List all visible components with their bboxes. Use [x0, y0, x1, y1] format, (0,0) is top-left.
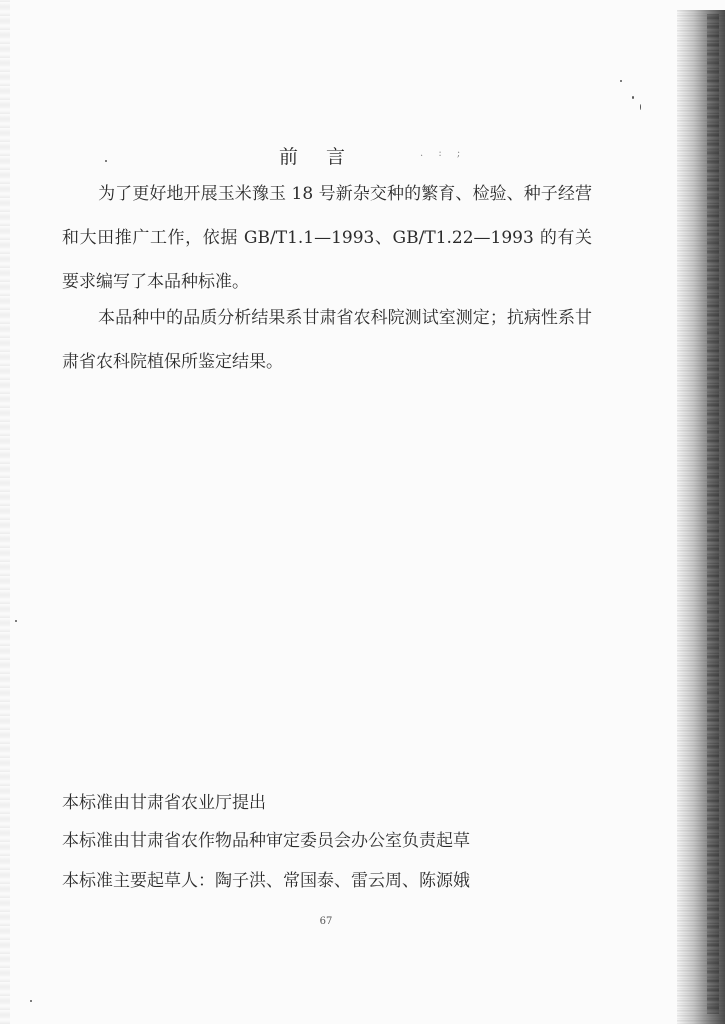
binding-edge-dark-strip — [707, 14, 719, 1014]
footer-proposed-by: 本标准由甘肃省农业厅提出 — [62, 793, 266, 813]
scan-speck — [620, 80, 622, 82]
scan-speck — [632, 96, 634, 99]
scan-speck — [640, 104, 641, 110]
footer-drafted-by: 本标准由甘肃省农作物品种审定委员会办公室负责起草 — [62, 831, 470, 851]
paragraph-1-text: 为了更好地开展玉米豫玉 18 号新杂交种的繁育、检验、种子经营和大田推广工作，依据 GB/T1.1—1993、GB/T1.22—1993 的有关要求编写了本品种标准。 — [62, 184, 592, 292]
scan-noise-marks: . : ; — [420, 148, 467, 159]
paragraph-1 — [62, 172, 592, 304]
scan-speck — [15, 620, 17, 622]
paragraph-2 — [62, 296, 592, 384]
paragraph-2-text: 本品种中的品质分析结果系甘肃省农科院测试室测定；抗病性系甘肃省农科院植保所鉴定结果。 — [62, 308, 592, 372]
footer-main-drafters: 本标准主要起草人：陶子洪、常国泰、雷云周、陈源娥 — [62, 871, 470, 891]
page-number: 67 — [319, 916, 333, 927]
page-title: 前言 — [278, 146, 373, 168]
scan-speck — [30, 1000, 32, 1002]
